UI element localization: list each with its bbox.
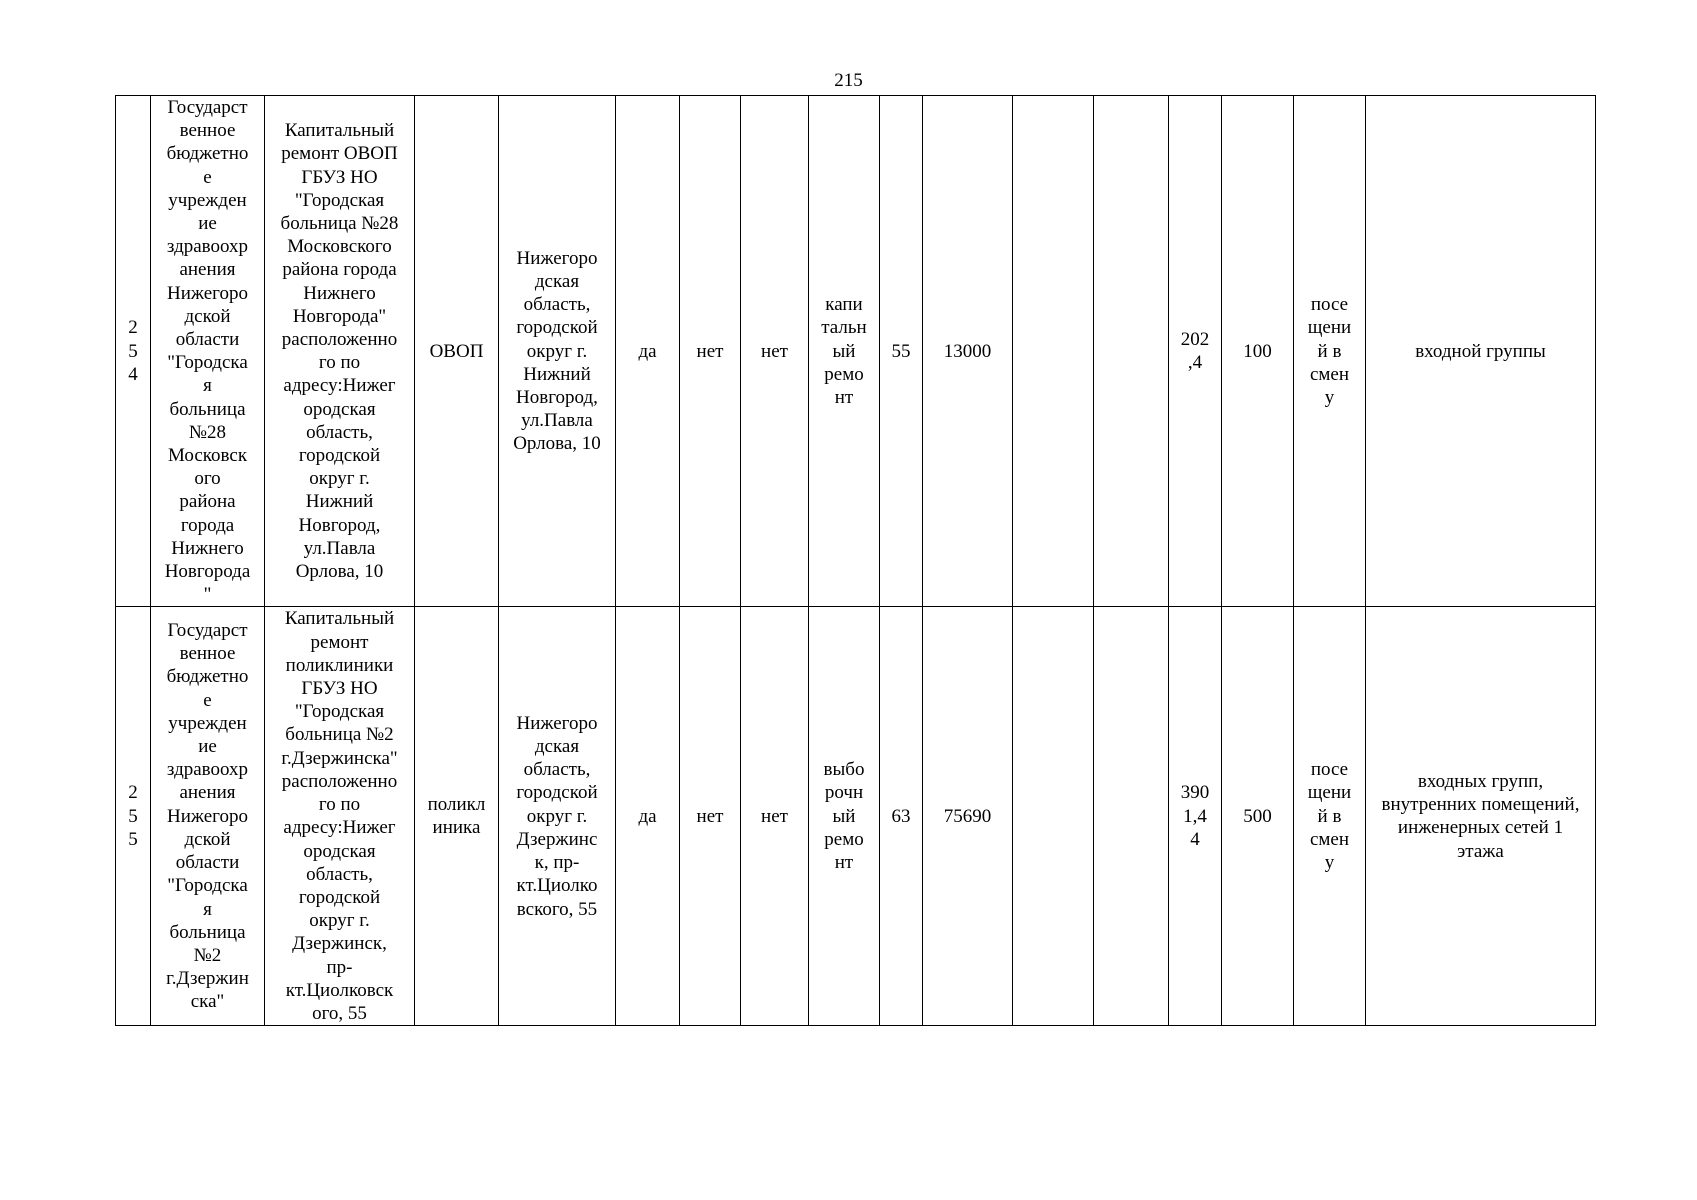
capacity-cell: 500 [1222, 607, 1294, 1026]
flag-cell: нет [741, 607, 809, 1026]
description-cell: Капитальный ремонт поликлиники ГБУЗ НО "Городская больница №2 г.Дзержинска" расположенно го по адресу:Нижег ородская область, городской округ г. Дзержинск, пр- кт.Циолковск ого, 55 [265, 607, 415, 1026]
capacity-cell: 100 [1222, 96, 1294, 607]
flag-cell: нет [680, 607, 741, 1026]
repair-program-table [115, 95, 1596, 1026]
description-cell: Капитальный ремонт ОВОП ГБУЗ НО "Городская больница №28 Московского района города Нижнего Новгорода" расположенно го по адресу:Нижег ородская область, городской округ г. Нижний Новгород, ул.Павла Орлова, 10 [265, 96, 415, 607]
repair-type-cell: капи тальн ый ремо нт [809, 96, 880, 607]
flag-cell: нет [741, 96, 809, 607]
area-cell: 390 1,4 4 [1169, 607, 1222, 1026]
table-row-254 [116, 96, 1596, 607]
row-number-cell: 2 5 4 [116, 96, 151, 607]
works-cell: входных групп, внутренних помещений, инженерных сетей 1 этажа [1366, 607, 1596, 1026]
institution-cell: Государст венное бюджетно е учрежден ие здравоохр анения Нижегоро дской области "Городска я больница №2 г.Дзержин ска" [151, 607, 265, 1026]
empty-cell [1094, 607, 1169, 1026]
capacity-unit-cell: посе щени й в смен у [1294, 607, 1366, 1026]
empty-cell [1013, 607, 1094, 1026]
value-cell: 13000 [923, 96, 1013, 607]
institution-cell: Государст венное бюджетно е учрежден ие здравоохр анения Нижегоро дской области "Городска я больница №28 Московск ого района города Нижнего Новгорода " [151, 96, 265, 607]
area-cell: 202 ,4 [1169, 96, 1222, 607]
value-cell: 55 [880, 96, 923, 607]
facility-type-cell: поликл иника [415, 607, 499, 1026]
table-row-255 [116, 607, 1596, 1026]
value-cell: 63 [880, 607, 923, 1026]
empty-cell [1094, 96, 1169, 607]
address-cell: Нижегоро дская область, городской округ г. Нижний Новгород, ул.Павла Орлова, 10 [499, 96, 616, 607]
works-cell: входной группы [1366, 96, 1596, 607]
flag-cell: нет [680, 96, 741, 607]
empty-cell [1013, 96, 1094, 607]
address-cell: Нижегоро дская область, городской округ г. Дзержинс к, пр- кт.Циолко вского, 55 [499, 607, 616, 1026]
flag-cell: да [616, 607, 680, 1026]
row-number-cell: 2 5 5 [116, 607, 151, 1026]
flag-cell: да [616, 96, 680, 607]
capacity-unit-cell: посе щени й в смен у [1294, 96, 1366, 607]
page-number: 215 [834, 70, 863, 91]
value-cell: 75690 [923, 607, 1013, 1026]
repair-type-cell: выбо рочн ый ремо нт [809, 607, 880, 1026]
facility-type-cell: ОВОП [415, 96, 499, 607]
